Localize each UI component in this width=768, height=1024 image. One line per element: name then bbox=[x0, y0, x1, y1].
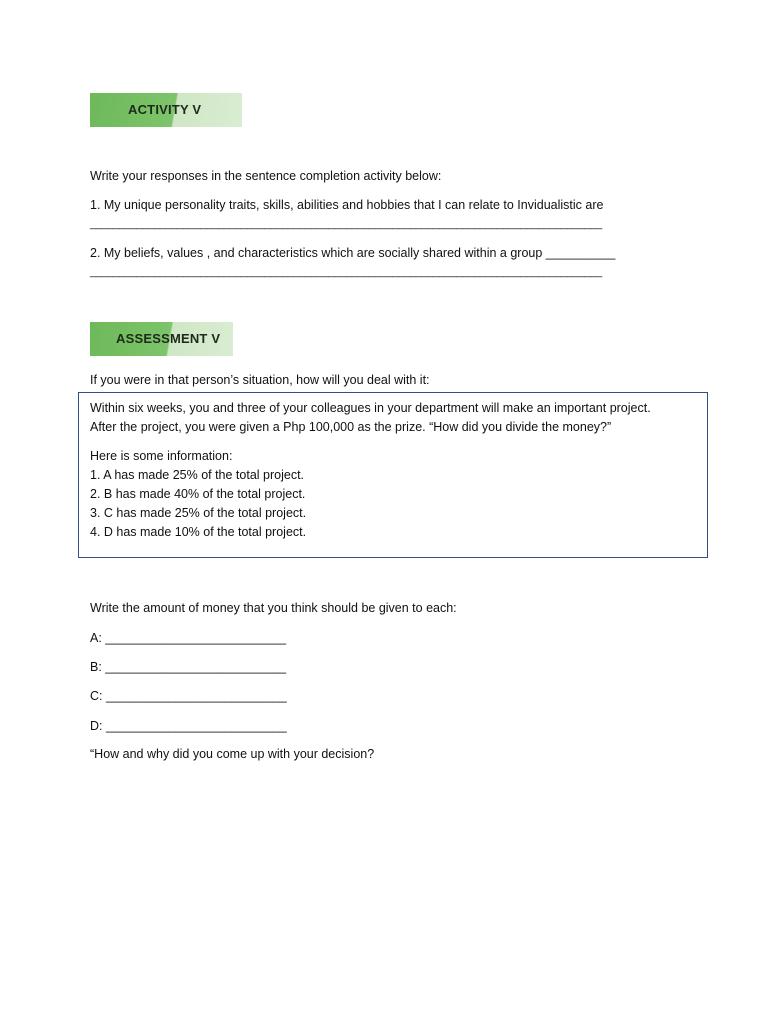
activity-instruction: Write your responses in the sentence completion activity below: bbox=[90, 169, 442, 183]
info-item: 4. D has made 10% of the total project. bbox=[90, 525, 307, 539]
final-question: “How and why did you come up with your decision? bbox=[90, 747, 375, 761]
activity-item-1-blank: ________________________________________________________________________________________ bbox=[90, 218, 602, 230]
answer-a: A: __________________________ bbox=[90, 631, 287, 645]
answer-d: D: __________________________ bbox=[90, 719, 287, 733]
answer-b: B: __________________________ bbox=[90, 660, 287, 674]
answer-c: C: __________________________ bbox=[90, 689, 287, 703]
info-item: 3. C has made 25% of the total project. bbox=[90, 506, 307, 520]
activity-item-1: 1. My unique personality traits, skills, abilities and hobbies that I can relate to Invidualistic are bbox=[90, 198, 604, 212]
assessment-prompt: If you were in that person’s situation, how will you deal with it: bbox=[90, 373, 430, 387]
assessment-banner bbox=[90, 322, 233, 356]
scenario-line-2: After the project, you were given a Php 100,000 as the prize. “How did you divide the money?” bbox=[90, 420, 612, 434]
activity-banner bbox=[90, 93, 242, 127]
amount-instruction: Write the amount of money that you think should be given to each: bbox=[90, 601, 457, 615]
info-heading: Here is some information: bbox=[90, 449, 233, 463]
activity-banner-label: ACTIVITY V bbox=[128, 102, 202, 117]
assessment-banner-label: ASSESSMENT V bbox=[116, 331, 221, 346]
activity-item-2-blank: ________________________________________________________________________________________ bbox=[90, 266, 602, 278]
info-item: 1. A has made 25% of the total project. bbox=[90, 468, 305, 482]
info-item: 2. B has made 40% of the total project. bbox=[90, 487, 306, 501]
activity-item-2: 2. My beliefs, values , and characteristics which are socially shared within a group __________ bbox=[90, 246, 616, 260]
scenario-line-1: Within six weeks, you and three of your colleagues in your department will make an important project. bbox=[90, 401, 651, 415]
